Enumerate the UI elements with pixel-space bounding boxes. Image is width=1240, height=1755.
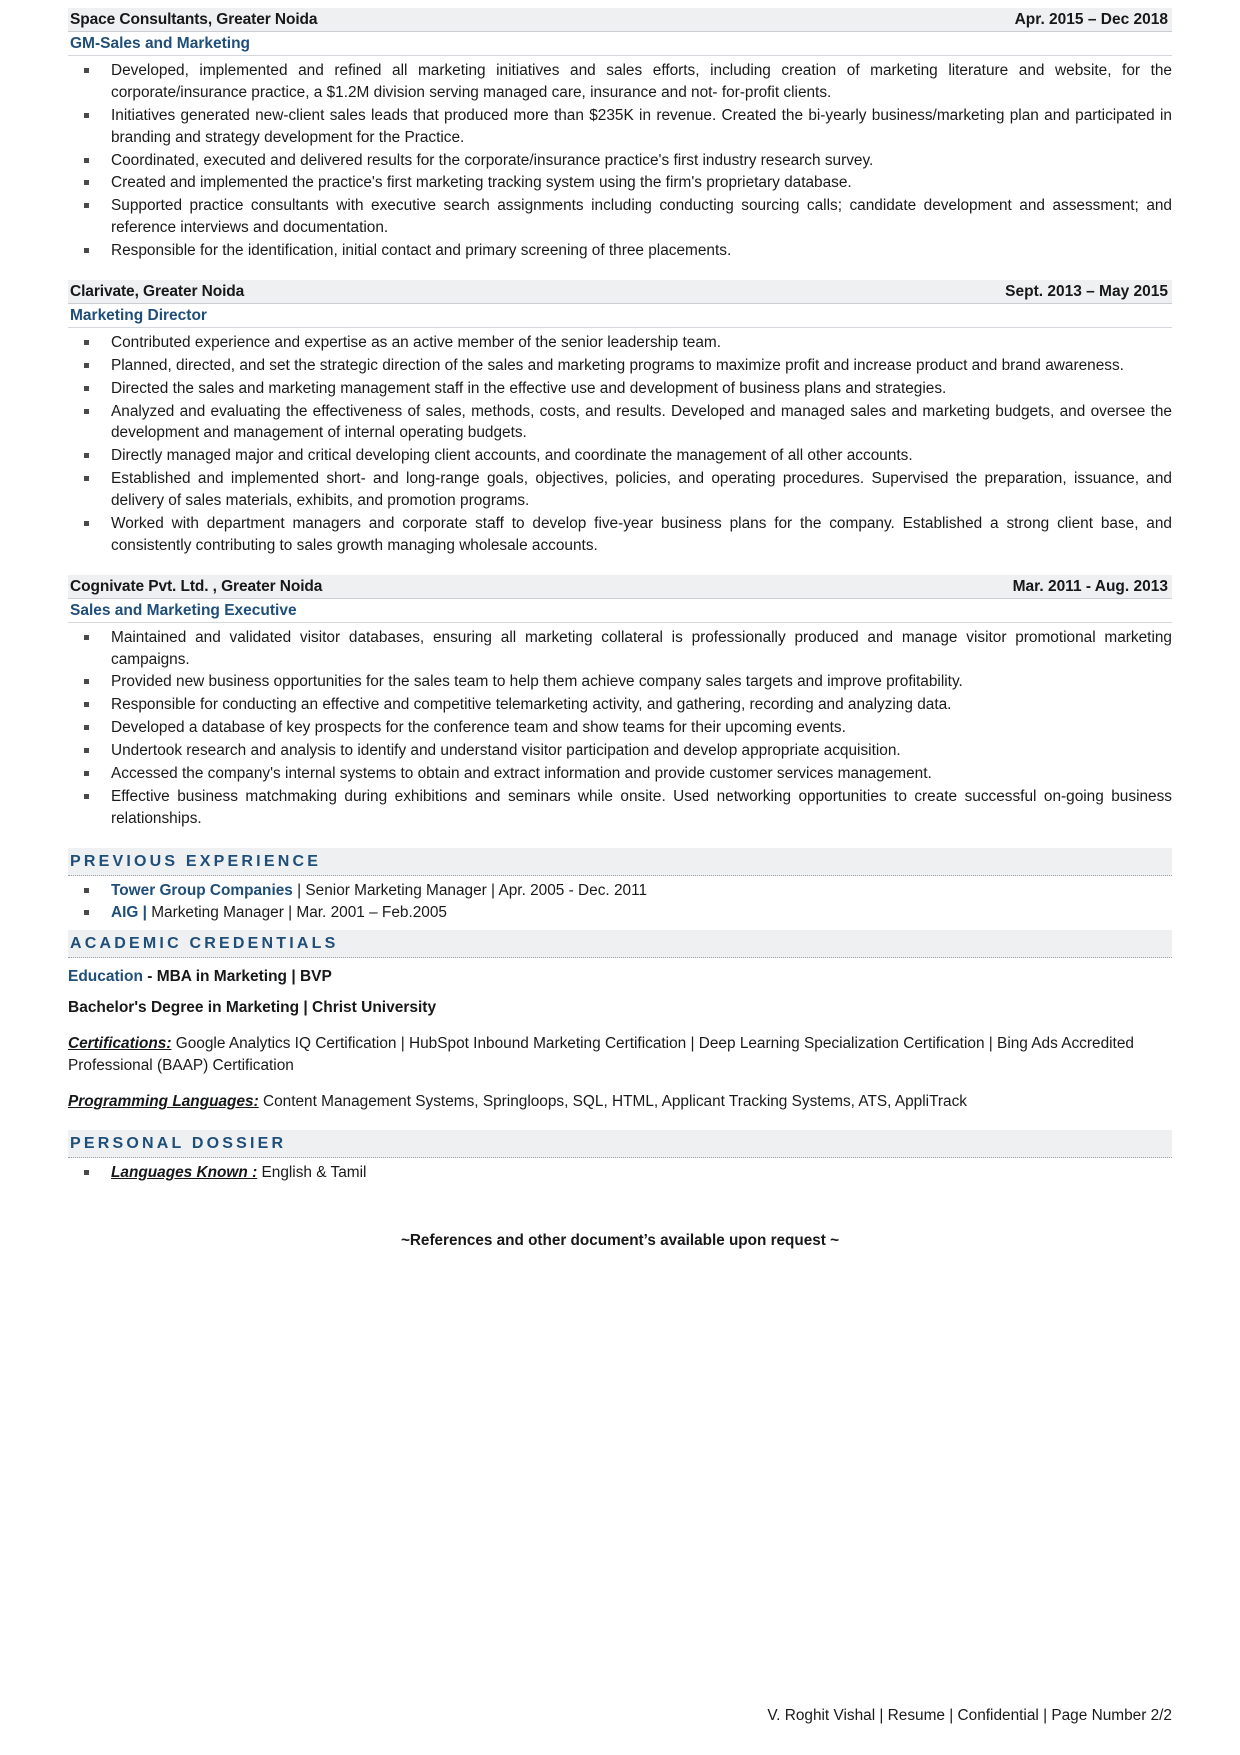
job-header (68, 280, 1172, 304)
list-item: Developed, implemented and refined all marketing initiatives and sales efforts, including creation of marketing literature and website, for the corporate/insurance practice, a $1.2M division serving managed care, insurance and not- for-profit clients. (78, 60, 1172, 104)
list-item (78, 902, 1172, 924)
job-dates: Sept. 2013 – May 2015 (1005, 282, 1168, 300)
degree-line (68, 996, 1172, 1019)
previous-role-dates: Marketing Manager | Mar. 2001 – Feb.2005 (146, 904, 447, 922)
list-item (78, 880, 1172, 902)
list-item: Maintained and validated visitor databases, ensuring all marketing collateral is professionally produced and manage visitor promotional marketing campaigns. (78, 627, 1172, 671)
list-item: Developed a database of key prospects for the conference team and show teams for their upcoming events. (78, 717, 1172, 739)
list-item: Established and implemented short- and long-range goals, objectives, policies, and operating procedures. Supervised the preparation, issuance, and delivery of sales materials, exhibits, and promotion programs. (78, 468, 1172, 512)
list-item: Undertook research and analysis to identify and understand visitor participation and develop appropriate acquisition. (78, 740, 1172, 762)
experience-entry (68, 280, 1172, 557)
list-item: Responsible for the identification, initial contact and primary screening of three placements. (78, 240, 1172, 262)
list-item: Responsible for conducting an effective and competitive telemarketing activity, and gathering, recording and analyzing data. (78, 694, 1172, 716)
job-title: Marketing Director (68, 304, 1172, 328)
languages-known-value: English & Tamil (257, 1163, 367, 1181)
programming-languages-value: Content Management Systems, Springloops, SQL, HTML, Applicant Tracking Systems, ATS, AppliTrack (258, 1093, 967, 1111)
list-item (78, 1162, 1172, 1184)
previous-company: Tower Group Companies (111, 881, 293, 899)
job-bullet-list (68, 332, 1172, 557)
job-bullet-list (68, 627, 1172, 830)
previous-experience-list (68, 880, 1172, 925)
list-item: Contributed experience and expertise as an active member of the senior leadership team. (78, 332, 1172, 354)
job-header (68, 575, 1172, 599)
list-item: Worked with department managers and corporate staff to develop five-year business plans for the company. Established a strong client base, and consistently contributing to sales growth managing wholesale accounts. (78, 513, 1172, 557)
degree-value: Bachelor's Degree in Marketing | Christ University (68, 998, 437, 1016)
job-company: Clarivate, Greater Noida (70, 282, 245, 300)
closing-note: ~References and other document’s available upon request ~ (400, 1231, 840, 1249)
education-value: - MBA in Marketing | BVP (142, 968, 332, 986)
job-bullet-list (68, 60, 1172, 262)
certifications-paragraph (68, 1033, 1172, 1078)
job-title: Sales and Marketing Executive (68, 599, 1172, 623)
list-item: Directly managed major and critical developing client accounts, and coordinate the management of all other accounts. (78, 445, 1172, 467)
list-item: Directed the sales and marketing management staff in the effective use and development of business plans and strategies. (78, 378, 1172, 400)
job-header (68, 8, 1172, 32)
previous-company: AIG | (111, 904, 147, 922)
education-line (68, 965, 1172, 988)
job-title: GM-Sales and Marketing (68, 32, 1172, 56)
list-item: Effective business matchmaking during exhibitions and seminars while onsite. Used networking opportunities to create successful on-going business relationships. (78, 786, 1172, 830)
list-item: Provided new business opportunities for the sales team to help them achieve company sales targets and improve profitability. (78, 671, 1172, 693)
certifications-value: Google Analytics IQ Certification | HubSpot Inbound Marketing Certification | Deep Learning Specialization Certification | Bing Ads Accredited Professional (BAAP) Certification (68, 1034, 1134, 1075)
programming-languages-label: Programming Languages: (68, 1093, 259, 1111)
section-heading-personal-dossier: PERSONAL DOSSIER (68, 1130, 1172, 1158)
languages-known-label: Languages Known : (111, 1163, 258, 1181)
certifications-label: Certifications: (68, 1034, 172, 1052)
job-company: Cognivate Pvt. Ltd. , Greater Noida (70, 577, 323, 595)
page-footer: V. Roghit Vishal | Resume | Confidential | Page Number 2/2 (767, 1707, 1172, 1724)
previous-role-dates: | Senior Marketing Manager | Apr. 2005 - Dec. 2011 (292, 881, 648, 899)
list-item: Coordinated, executed and delivered results for the corporate/insurance practice's first industry research survey. (78, 150, 1172, 172)
section-heading-previous-experience: PREVIOUS EXPERIENCE (68, 848, 1172, 876)
job-dates: Mar. 2011 - Aug. 2013 (1012, 577, 1168, 595)
experience-entry (68, 575, 1172, 830)
list-item: Created and implemented the practice's first marketing tracking system using the firm's proprietary database. (78, 172, 1172, 194)
list-item: Initiatives generated new-client sales leads that produced more than $235K in revenue. Created the bi-yearly business/marketing plan and participated in branding and strategy development for the Practice. (78, 105, 1172, 149)
personal-dossier-list (68, 1162, 1172, 1184)
list-item: Analyzed and evaluating the effectiveness of sales, methods, costs, and results. Developed and managed sales and marketing budgets, and oversee the development and management of internal operating budgets. (78, 401, 1172, 445)
list-item: Accessed the company's internal systems to obtain and extract information and provide customer services management. (78, 763, 1172, 785)
list-item: Planned, directed, and set the strategic direction of the sales and marketing programs to maximize profit and increase product and brand awareness. (78, 355, 1172, 377)
education-label: Education (68, 968, 143, 986)
job-dates: Apr. 2015 – Dec 2018 (1014, 11, 1168, 28)
list-item: Supported practice consultants with executive search assignments including conducting sourcing calls; candidate development and assessment; and reference interviews and documentation. (78, 195, 1172, 239)
programming-languages-paragraph (68, 1091, 1172, 1113)
job-company: Space Consultants, Greater Noida (70, 11, 318, 28)
section-heading-academic-credentials: ACADEMIC CREDENTIALS (68, 930, 1172, 958)
experience-entry (68, 8, 1172, 262)
